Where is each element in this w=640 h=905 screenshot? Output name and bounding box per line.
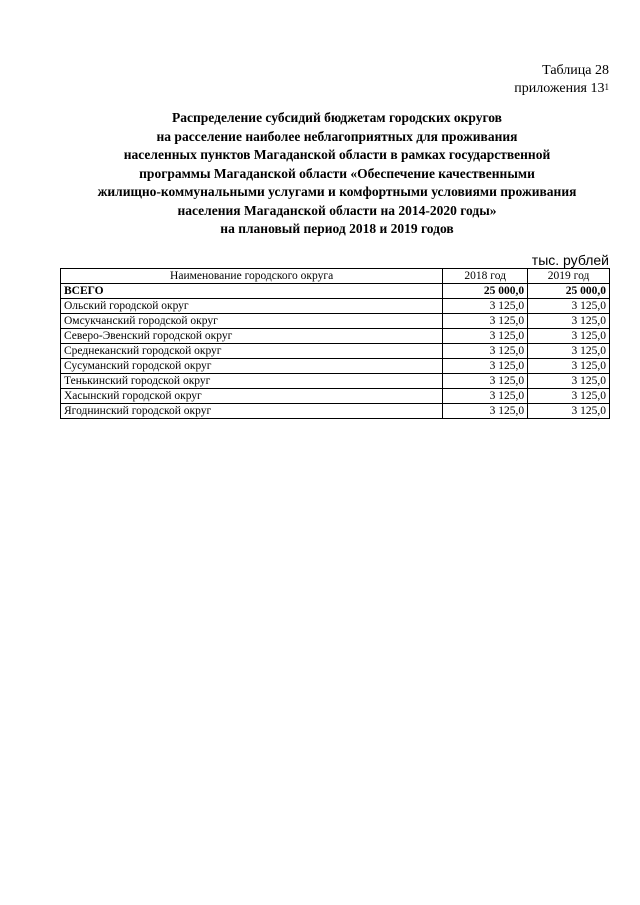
total-2019: 25 000,0	[528, 284, 610, 299]
value-2019: 3 125,0	[528, 374, 610, 389]
table-row	[61, 314, 610, 329]
title-line: населенных пунктов Магаданской области в рамках государственной	[123, 147, 551, 162]
header-2019: 2019 год	[528, 269, 610, 284]
value-2019: 3 125,0	[528, 314, 610, 329]
title-line: Распределение субсидий бюджетам городских округов	[172, 110, 502, 125]
units-label: тыс. рублей	[531, 252, 609, 268]
title-line: на расселение наиболее неблагоприятных для проживания	[156, 128, 518, 144]
table-row	[61, 329, 610, 344]
header-name: Наименование городского округа	[61, 269, 443, 284]
appendix-reference	[514, 62, 609, 98]
value-2019: 3 125,0	[528, 344, 610, 359]
table-row	[61, 374, 610, 389]
district-name: Тенькинский городской округ	[61, 374, 443, 389]
district-name: Омсукчанский городской округ	[61, 314, 443, 329]
table-row	[61, 359, 610, 374]
total-2018: 25 000,0	[443, 284, 528, 299]
value-2019: 3 125,0	[528, 299, 610, 314]
value-2019: 3 125,0	[528, 389, 610, 404]
value-2018: 3 125,0	[443, 344, 528, 359]
table-row	[61, 404, 610, 419]
appendix-superscript: 1	[604, 82, 609, 92]
appendix-number	[514, 80, 609, 98]
appendix-number-text: приложения 13	[514, 81, 605, 96]
district-name: Хасынский городской округ	[61, 389, 443, 404]
district-name: Среднеканский городской округ	[61, 344, 443, 359]
header-2018: 2018 год	[443, 269, 528, 284]
value-2019: 3 125,0	[528, 404, 610, 419]
value-2018: 3 125,0	[443, 314, 528, 329]
subsidy-table	[60, 268, 610, 419]
value-2018: 3 125,0	[443, 359, 528, 374]
table-row	[61, 344, 610, 359]
value-2018: 3 125,0	[443, 389, 528, 404]
value-2019: 3 125,0	[528, 359, 610, 374]
value-2019: 3 125,0	[528, 329, 610, 344]
document-title	[40, 109, 634, 239]
title-line: программы Магаданской области «Обеспечение качественными	[139, 165, 535, 181]
value-2018: 3 125,0	[443, 404, 528, 419]
district-name: Северо-Эвенский городской округ	[61, 329, 443, 344]
value-2018: 3 125,0	[443, 374, 528, 389]
table-row	[61, 299, 610, 314]
district-name: Ягоднинский городской округ	[61, 404, 443, 419]
title-line: жилищно-коммунальными услугами и комфортными условиями проживания	[97, 184, 577, 199]
table-header-row	[61, 269, 610, 284]
table-total-row	[61, 284, 610, 299]
district-name: Сусуманский городской округ	[61, 359, 443, 374]
value-2018: 3 125,0	[443, 329, 528, 344]
title-line: на плановый период 2018 и 2019 годов	[220, 221, 454, 236]
total-label: ВСЕГО	[61, 284, 443, 299]
title-line: населения Магаданской области на 2014-2020 годы»	[177, 202, 497, 218]
value-2018: 3 125,0	[443, 299, 528, 314]
table-number: Таблица 28	[542, 63, 609, 78]
district-name: Ольский городской округ	[61, 299, 443, 314]
table-row	[61, 389, 610, 404]
